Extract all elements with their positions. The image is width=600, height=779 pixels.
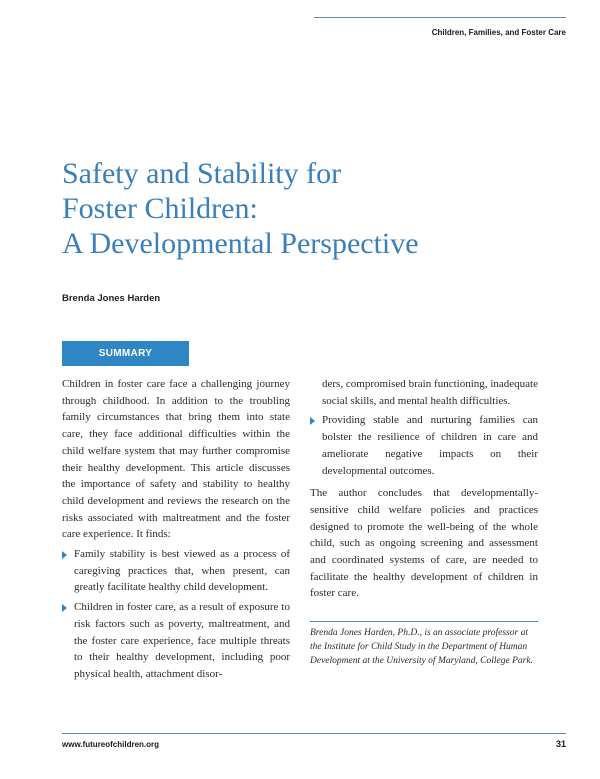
title-line-2: Foster Children:	[62, 192, 258, 225]
footer-rule	[62, 733, 566, 734]
page-number: 31	[555, 739, 566, 749]
list-item	[310, 412, 538, 479]
left-column	[62, 376, 290, 686]
author-bio: Brenda Jones Harden, Ph.D., is an associate professor at the Institute for Child Study in the Department of Human Development at the University of Maryland, College Park.	[310, 628, 533, 666]
running-head: Children, Families, and Foster Care	[431, 28, 566, 37]
bullet-triangle-icon	[62, 604, 67, 612]
bullet-triangle-icon	[62, 551, 67, 559]
bullet-text: Family stability is best viewed as a process of caregiving practices that, when present, can greatly facilitate healthy child development.	[74, 548, 290, 594]
summary-label: SUMMARY	[62, 341, 189, 366]
bullet-continuation: ders, compromised brain functioning, inadequate social skills, and mental health difficulties.	[322, 378, 538, 407]
footer-url: www.futureofchildren.org	[62, 740, 160, 749]
findings-list	[62, 546, 290, 683]
article-title	[62, 156, 542, 261]
bullet-text: Children in foster care, as a result of exposure to risk factors such as poverty, maltreatment, and the foster care experience, face multiple threats to their healthy development, including poor physical health, attachment disor-	[74, 601, 290, 680]
title-line-1: Safety and Stability for	[62, 157, 342, 190]
intro-paragraph: Children in foster care face a challenging journey through childhood. In addition to the troubling family circumstances that bring them into state care, they face additional difficulties within the child welfare system that may further compromise their healthy development. This article discusses the importance of safety and stability to healthy child development and reviews the research on the risks associated with maltreatment and the foster care experience. It finds:	[62, 378, 290, 541]
bullet-text: Providing stable and nurturing families can bolster the resilience of children in care and ameliorate negative impacts on their developmental outcomes.	[322, 414, 538, 477]
list-item	[62, 546, 290, 596]
title-line-3: A Developmental Perspective	[62, 227, 419, 260]
bio-rule	[310, 621, 538, 622]
right-column	[310, 376, 538, 602]
bullet-triangle-icon	[310, 417, 315, 425]
findings-list-continued	[310, 412, 538, 479]
header-rule	[314, 17, 566, 18]
conclusion-paragraph: The author concludes that developmentally-sensitive child welfare policies and practices designed to promote the well-being of the whole child, such as ongoing screening and assessment and coordinated systems of care, are needed to facilitate the healthy development of children in foster care.	[310, 487, 538, 600]
author-name: Brenda Jones Harden	[62, 293, 161, 304]
list-item	[62, 599, 290, 683]
